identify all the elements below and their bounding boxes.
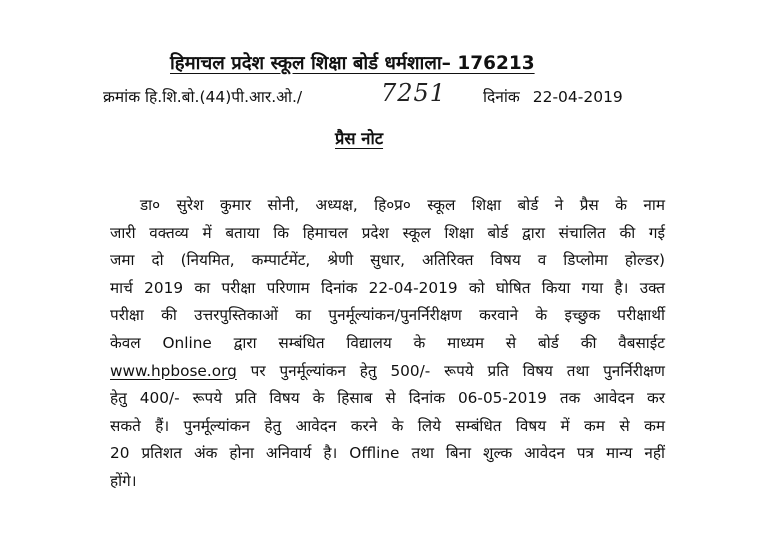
press-note-body — [110, 192, 665, 496]
body-line: डा० सुरेश कुमार सोनी, अध्यक्ष, हि०प्र० स्कूल शिक्षा बोर्ड ने प्रैस के नाम — [140, 196, 665, 214]
reference-line — [103, 79, 663, 110]
date-value: 22-04-2019 — [532, 88, 623, 106]
board-title: हिमाचल प्रदेश स्कूल शिक्षा बोर्ड धर्मशाला– 176213 — [170, 53, 535, 74]
reference-label: क्रमांक हि.शि.बो.(44)पी.आर.ओ./ — [103, 88, 303, 106]
body-line-with-link — [110, 358, 665, 386]
body-line: होंगे। — [110, 471, 137, 490]
body-line: हेतु 400/- रूपये प्रति विषय के हिसाब से दिनांक 06-05-2019 तक आवेदन कर — [110, 389, 665, 408]
handwritten-reference-number: 7251 — [381, 79, 447, 107]
body-line: मार्च 2019 का परीक्षा परिणाम दिनांक 22-04-2019 को घोषित किया गया है। उक्त — [110, 278, 665, 297]
body-line: सकते हैं। पुनर्मूल्यांकन हेतु आवेदन करने के लिये सम्बंधित विषय में कम से कम — [110, 416, 665, 435]
date-label: दिनांक — [483, 88, 520, 106]
body-line-link-tail: पर पुनर्मूल्यांकन हेतु 500/- रूपये प्रति विषय तथा पुनर्निरीक्षण — [236, 361, 665, 380]
body-line: परीक्षा की उत्तरपुस्तिकाओं का पुनर्मूल्यांकन/पुनर्निरीक्षण करवाने के इच्छुक परीक्षार्थी — [110, 306, 665, 325]
body-line: केवल Online द्वारा सम्बंधित विद्यालय के माध्यम से बोर्ड की वैबसाईट — [110, 333, 665, 352]
press-note-heading: प्रैस नोट — [335, 129, 384, 148]
body-line: जमा दो (नियमित, कम्पार्टमेंट, श्रेणी सुधार, अतिरिक्त विषय व डिप्लोमा होल्डर) — [110, 251, 665, 270]
body-line: जारी वक्तव्य में बताया कि हिमाचल प्रदेश स्कूल शिक्षा बोर्ड द्वारा संचालित की गई — [110, 223, 665, 242]
date-group — [483, 85, 623, 107]
body-line: 20 प्रतिशत अंक होना अनिवार्य है। Offline तथा बिना शुल्क आवेदन पत्र मान्य नहीं — [110, 444, 665, 463]
website-link[interactable]: www.hpbose.org — [110, 361, 237, 380]
